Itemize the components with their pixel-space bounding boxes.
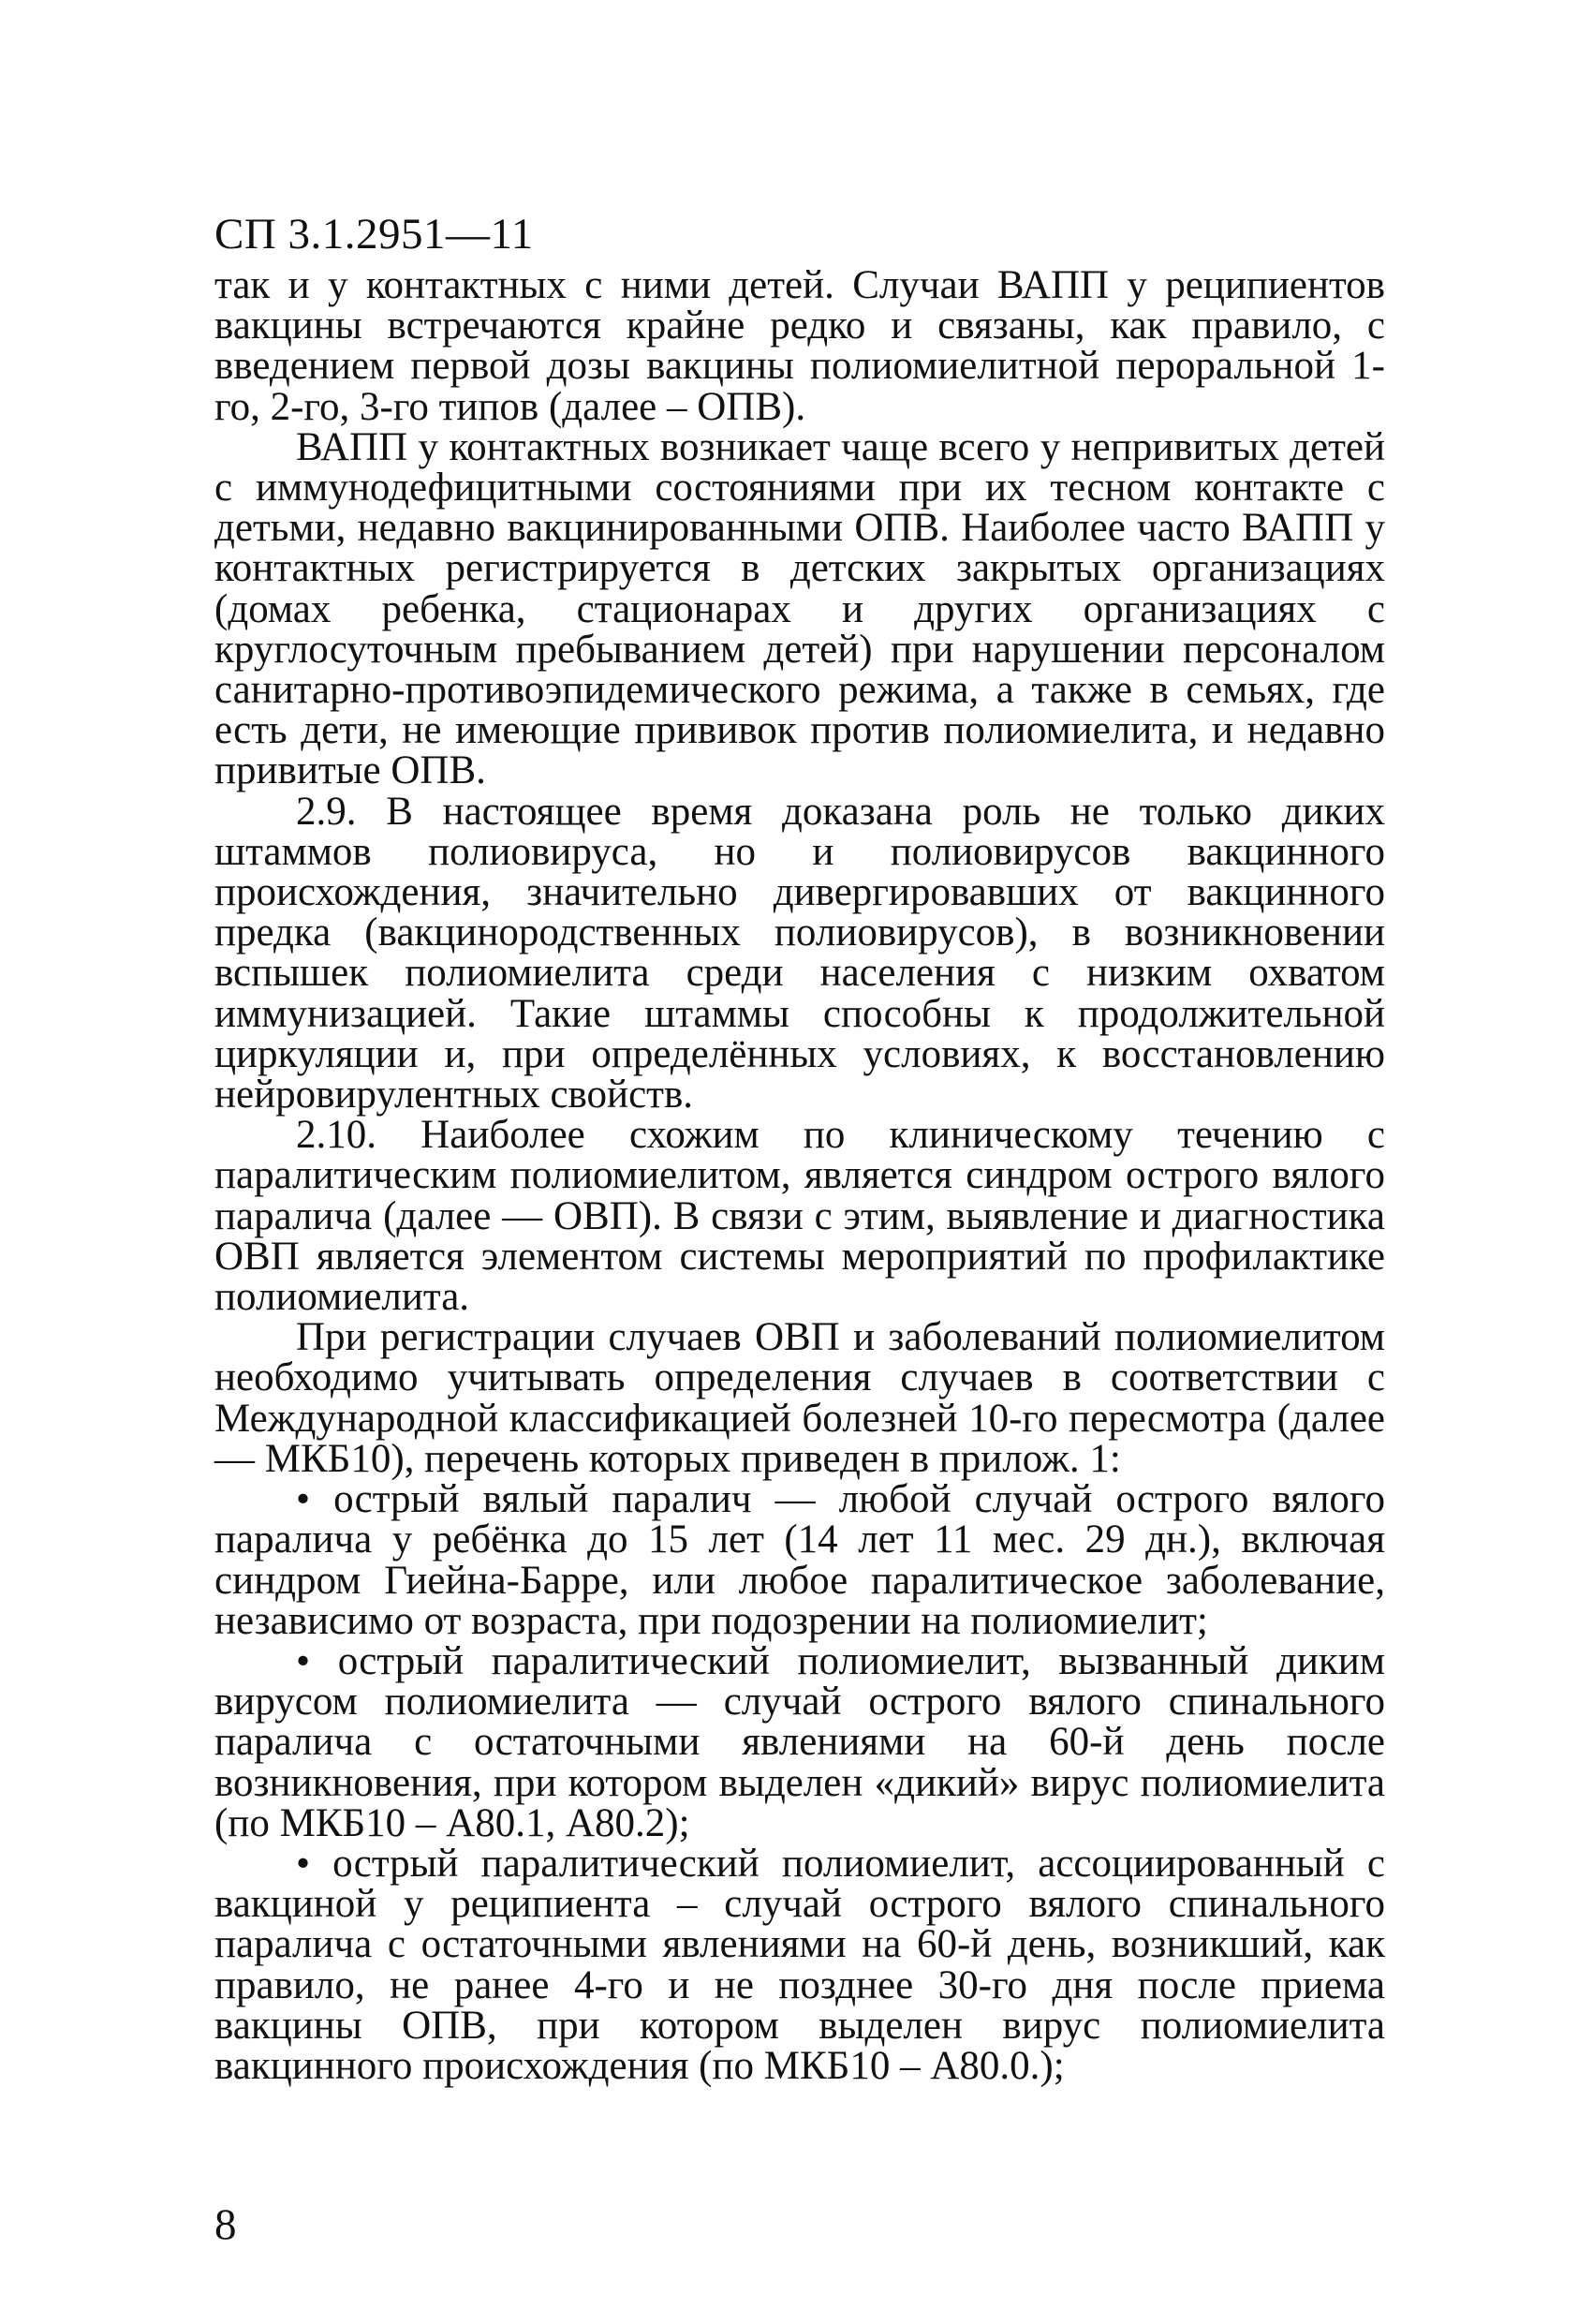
paragraph-continuation: так и у контактных с ними детей. Случаи ВАПП у реципиентов вакцины встречаются крайне редко и связаны, как правило, с введением первой дозы вакцины полиомиелитной пероральной 1-го, 2-го, 3-го типов (далее – ОПВ). bbox=[214, 263, 1385, 429]
list-item-vaccine-associated: • острый паралитический полиомиелит, ассоциированный с вакциной у реципиента – случай острого вялого спинального паралича с остаточными явлениями на 60-й день, возникший, как правило, не ранее 4-го и не позднее 30-го дня после приема вакцины ОПВ, при котором выделен вирус полиомиелита вакцинного происхождения (по МКБ10 – А80.0.); bbox=[214, 1841, 1385, 2088]
paragraph-vapp-contacts: ВАПП у контактных возникает чаще всего у непривитых детей с иммунодефицитными состояниями при их тесном контакте с детьми, недавно вакцинированными ОПВ. Наиболее часто ВАПП у контактных регистрируется в детских закрытых организациях (домах ребенка, стационарах и других организациях с круглосуточным пребыванием детей) при нарушении персоналом санитарно-противоэпидемического режима, а также в семьях, где есть дети, не имеющие прививок против полиомиелита, и недавно привитые ОПВ. bbox=[214, 424, 1385, 793]
page-number: 8 bbox=[214, 2200, 237, 2249]
document-code-header: СП 3.1.2951—11 bbox=[214, 210, 534, 259]
list-item-wild-polio: • острый паралитический полиомиелит, вызванный диким вирусом полиомиелита — случай острого вялого спинального паралича с остаточными явлениями на 60-й день после возникновения, при котором выделен «дикий» вирус полиомиелита (по МКБ10 – А80.1, А80.2); bbox=[214, 1638, 1385, 1845]
paragraph-2-10: 2.10. Наиболее схожим по клиническому течению с паралитическим полиомиелитом, является синдром острого вялого паралича (далее — ОВП). В связи с этим, выявление и диагностика ОВП является элементом системы мероприятий по профилактике полиомиелита. bbox=[214, 1113, 1385, 1320]
body-text bbox=[214, 265, 1385, 2086]
paragraph-2-9: 2.9. В настоящее время доказана роль не только диких штаммов полиовируса, но и полиовирусов вакцинного происхождения, значительно дивергировавших от вакцинного предка (вакцинородственных полиовирусов), в возникновении вспышек полиомиелита среди населения с низким охватом иммунизацией. Такие штаммы способны к продолжительной циркуляции и, при определённых условиях, к восстановлению нейровирулентных свойств. bbox=[214, 789, 1385, 1118]
paragraph-case-definitions: При регистрации случаев ОВП и заболеваний полиомиелитом необходимо учитывать определения случаев в соответствии с Международной классификацией болезней 10-го пересмотра (далее — МКБ10), перечень которых приведен в прилож. 1: bbox=[214, 1315, 1385, 1481]
list-item-ovp: • острый вялый паралич — любой случай острого вялого паралича у ребёнка до 15 лет (14 лет 11 мес. 29 дн.), включая синдром Гиейна-Барре, или любое паралитическое заболевание, независимо от возраста, при подозрении на полиомиелит; bbox=[214, 1477, 1385, 1643]
